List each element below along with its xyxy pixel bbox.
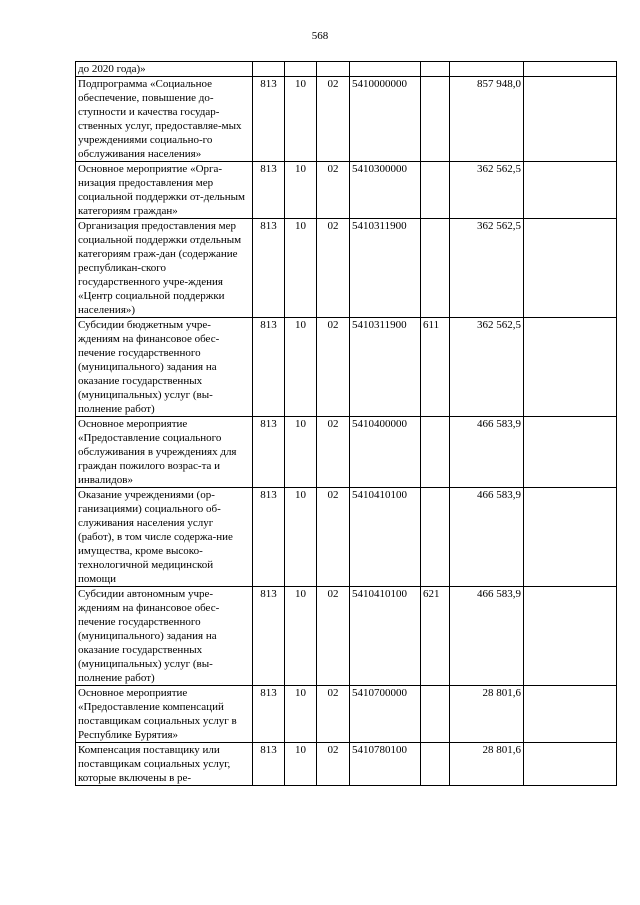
cell-grbs: 813	[253, 318, 285, 417]
cell-empty	[524, 743, 617, 786]
cell-name: Подпрограмма «Социальное обеспечение, повышение до-ступности и качества государ-ственных услуг, предоставляе-мых учреждениями социально-го обслуживания населения»	[76, 77, 253, 162]
cell-empty	[524, 686, 617, 743]
cell-amount: 362 562,5	[450, 318, 524, 417]
cell-grbs: 813	[253, 417, 285, 488]
cell-name: Компенсация поставщику или поставщикам социальных услуг, которые включены в ре-	[76, 743, 253, 786]
table-row	[76, 743, 617, 786]
table-row	[76, 488, 617, 587]
cell-target-article: 5410410100	[350, 488, 421, 587]
cell-amount: 466 583,9	[450, 587, 524, 686]
cell-amount	[450, 62, 524, 77]
cell-empty	[524, 62, 617, 77]
cell-empty	[524, 162, 617, 219]
cell-subsection	[317, 62, 350, 77]
cell-section: 10	[285, 417, 317, 488]
cell-empty	[524, 417, 617, 488]
cell-amount: 857 948,0	[450, 77, 524, 162]
cell-empty	[524, 488, 617, 587]
cell-section	[285, 62, 317, 77]
cell-expense-type	[421, 743, 450, 786]
cell-amount: 466 583,9	[450, 488, 524, 587]
cell-grbs	[253, 62, 285, 77]
cell-subsection: 02	[317, 219, 350, 318]
cell-expense-type	[421, 219, 450, 318]
cell-subsection: 02	[317, 686, 350, 743]
cell-name: Основное мероприятие «Предоставление компенсаций поставщикам социальных услуг в Республике Бурятия»	[76, 686, 253, 743]
cell-name: Основное мероприятие «Предоставление социального обслуживания в учреждениях для граждан пожилого возрас-та и инвалидов»	[76, 417, 253, 488]
cell-name: Оказание учреждениями (ор-ганизациями) социального об-служивания населения услуг (работ), в том числе содержа-ние имущества, кроме высоко-технологичной медицинской помощи	[76, 488, 253, 587]
table-row	[76, 62, 617, 77]
cell-section: 10	[285, 686, 317, 743]
cell-section: 10	[285, 587, 317, 686]
cell-amount: 28 801,6	[450, 743, 524, 786]
cell-section: 10	[285, 743, 317, 786]
cell-empty	[524, 587, 617, 686]
cell-grbs: 813	[253, 77, 285, 162]
cell-target-article: 5410000000	[350, 77, 421, 162]
cell-amount: 28 801,6	[450, 686, 524, 743]
cell-grbs: 813	[253, 686, 285, 743]
cell-target-article: 5410300000	[350, 162, 421, 219]
cell-grbs: 813	[253, 587, 285, 686]
cell-grbs: 813	[253, 488, 285, 587]
cell-target-article: 5410311900	[350, 318, 421, 417]
cell-amount: 362 562,5	[450, 162, 524, 219]
cell-target-article: 5410311900	[350, 219, 421, 318]
cell-name: Субсидии автономным учре-ждениям на финансовое обес-печение государственного (муниципального) задания на оказание государственных (муниципальных) услуг (вы-полнение работ)	[76, 587, 253, 686]
table-row	[76, 417, 617, 488]
cell-expense-type	[421, 77, 450, 162]
cell-subsection: 02	[317, 162, 350, 219]
table-row	[76, 587, 617, 686]
cell-name: до 2020 года)»	[76, 62, 253, 77]
cell-section: 10	[285, 318, 317, 417]
cell-target-article: 5410400000	[350, 417, 421, 488]
cell-target-article: 5410780100	[350, 743, 421, 786]
cell-empty	[524, 219, 617, 318]
cell-target-article: 5410700000	[350, 686, 421, 743]
cell-amount: 466 583,9	[450, 417, 524, 488]
cell-subsection: 02	[317, 488, 350, 587]
cell-name: Основное мероприятие «Орга-низация предоставления мер социальной поддержки от-дельным категориям граждан»	[76, 162, 253, 219]
cell-expense-type	[421, 417, 450, 488]
cell-section: 10	[285, 219, 317, 318]
cell-subsection: 02	[317, 743, 350, 786]
cell-grbs: 813	[253, 219, 285, 318]
table-row	[76, 219, 617, 318]
cell-amount: 362 562,5	[450, 219, 524, 318]
cell-subsection: 02	[317, 587, 350, 686]
cell-subsection: 02	[317, 77, 350, 162]
table-row	[76, 162, 617, 219]
cell-section: 10	[285, 162, 317, 219]
table-row	[76, 686, 617, 743]
table-row	[76, 77, 617, 162]
cell-empty	[524, 77, 617, 162]
table-row	[76, 318, 617, 417]
cell-subsection: 02	[317, 417, 350, 488]
budget-table-body	[76, 62, 617, 786]
cell-target-article	[350, 62, 421, 77]
page-number: 568	[311, 30, 329, 42]
cell-expense-type	[421, 62, 450, 77]
cell-expense-type	[421, 162, 450, 219]
cell-target-article: 5410410100	[350, 587, 421, 686]
cell-expense-type	[421, 488, 450, 587]
cell-name: Организация предоставления мер социальной поддержки отдельным категориям граж-дан (содержание республикан-ского государственного учре-ждения «Центр социальной поддержки населения»)	[76, 219, 253, 318]
cell-grbs: 813	[253, 743, 285, 786]
cell-section: 10	[285, 488, 317, 587]
cell-grbs: 813	[253, 162, 285, 219]
cell-expense-type: 621	[421, 587, 450, 686]
cell-empty	[524, 318, 617, 417]
budget-table	[75, 61, 617, 786]
cell-subsection: 02	[317, 318, 350, 417]
cell-section: 10	[285, 77, 317, 162]
cell-expense-type: 611	[421, 318, 450, 417]
cell-name: Субсидии бюджетным учре-ждениям на финансовое обес-печение государственного (муниципального) задания на оказание государственных (муниципальных) услуг (вы-полнение работ)	[76, 318, 253, 417]
cell-expense-type	[421, 686, 450, 743]
